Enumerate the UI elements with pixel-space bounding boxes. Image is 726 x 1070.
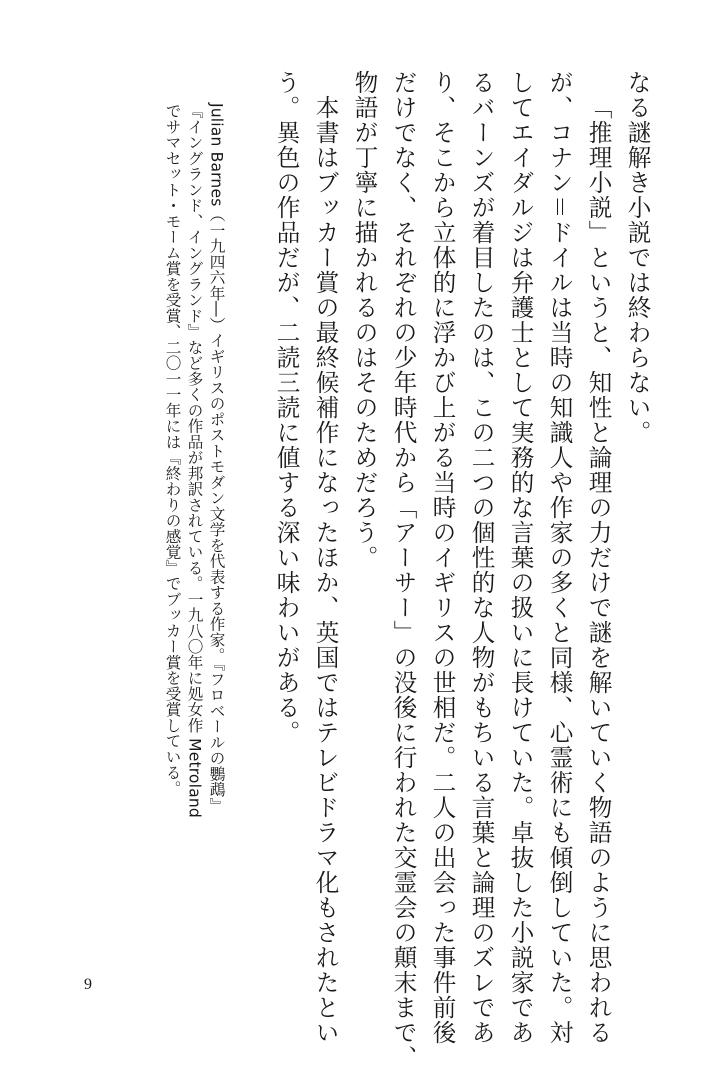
body-line: 本書はブッカー賞の最終候補作になったほか、英国ではテレビドラマ化もされたとい (311, 95, 340, 1045)
page-number: 9 (84, 976, 92, 993)
body-line: 物語が丁寧に描かれるのはそのためだろう。 (350, 70, 379, 570)
footnote-line: でサマセット・モーム賞を受賞、二〇一一年には『終わりの感覚』でブッカー賞を受賞している。 (163, 103, 182, 796)
body-line: う。異色の作品だが、二読三読に値する深い味わいがある。 (272, 70, 301, 745)
body-line: が、コナン＝ドイルは当時の知識人や作家の多くと同様、心霊術にも傾倒していた。対 (545, 70, 574, 1045)
footnote-line: 『イングランド、イングランド』など多くの作品が邦訳されている。一九八〇年に処女作 Metroland (185, 103, 204, 818)
body-line: 「推理小説」というと、知性と論理の力だけで謎を解いていく物語のように思われる (584, 95, 613, 1045)
footnote-line: Julian Barnes（一九四六年―）イギリスのポストモダン文学を代表する作家。『フロベールの鸚鵡』 (207, 103, 226, 813)
body-line: なる謎解き小説では終わらない。 (623, 70, 652, 445)
body-line: してエイダルジは弁護士として実務的な言葉の扱いに長けていた。卓抜した小説家であ (506, 70, 535, 1045)
body-line: るバーンズが着目したのは、この二つの個性的な人物がもちいる言葉と論理のズレであ (467, 70, 496, 1045)
body-line: だけでなく、それぞれの少年時代から「アーサー」の没後に行われた交霊会の顛末まで、 (389, 70, 418, 1070)
body-line: り、そこから立体的に浮かび上がる当時のイギリスの世相だ。二人の出会った事件前後 (428, 70, 457, 1045)
